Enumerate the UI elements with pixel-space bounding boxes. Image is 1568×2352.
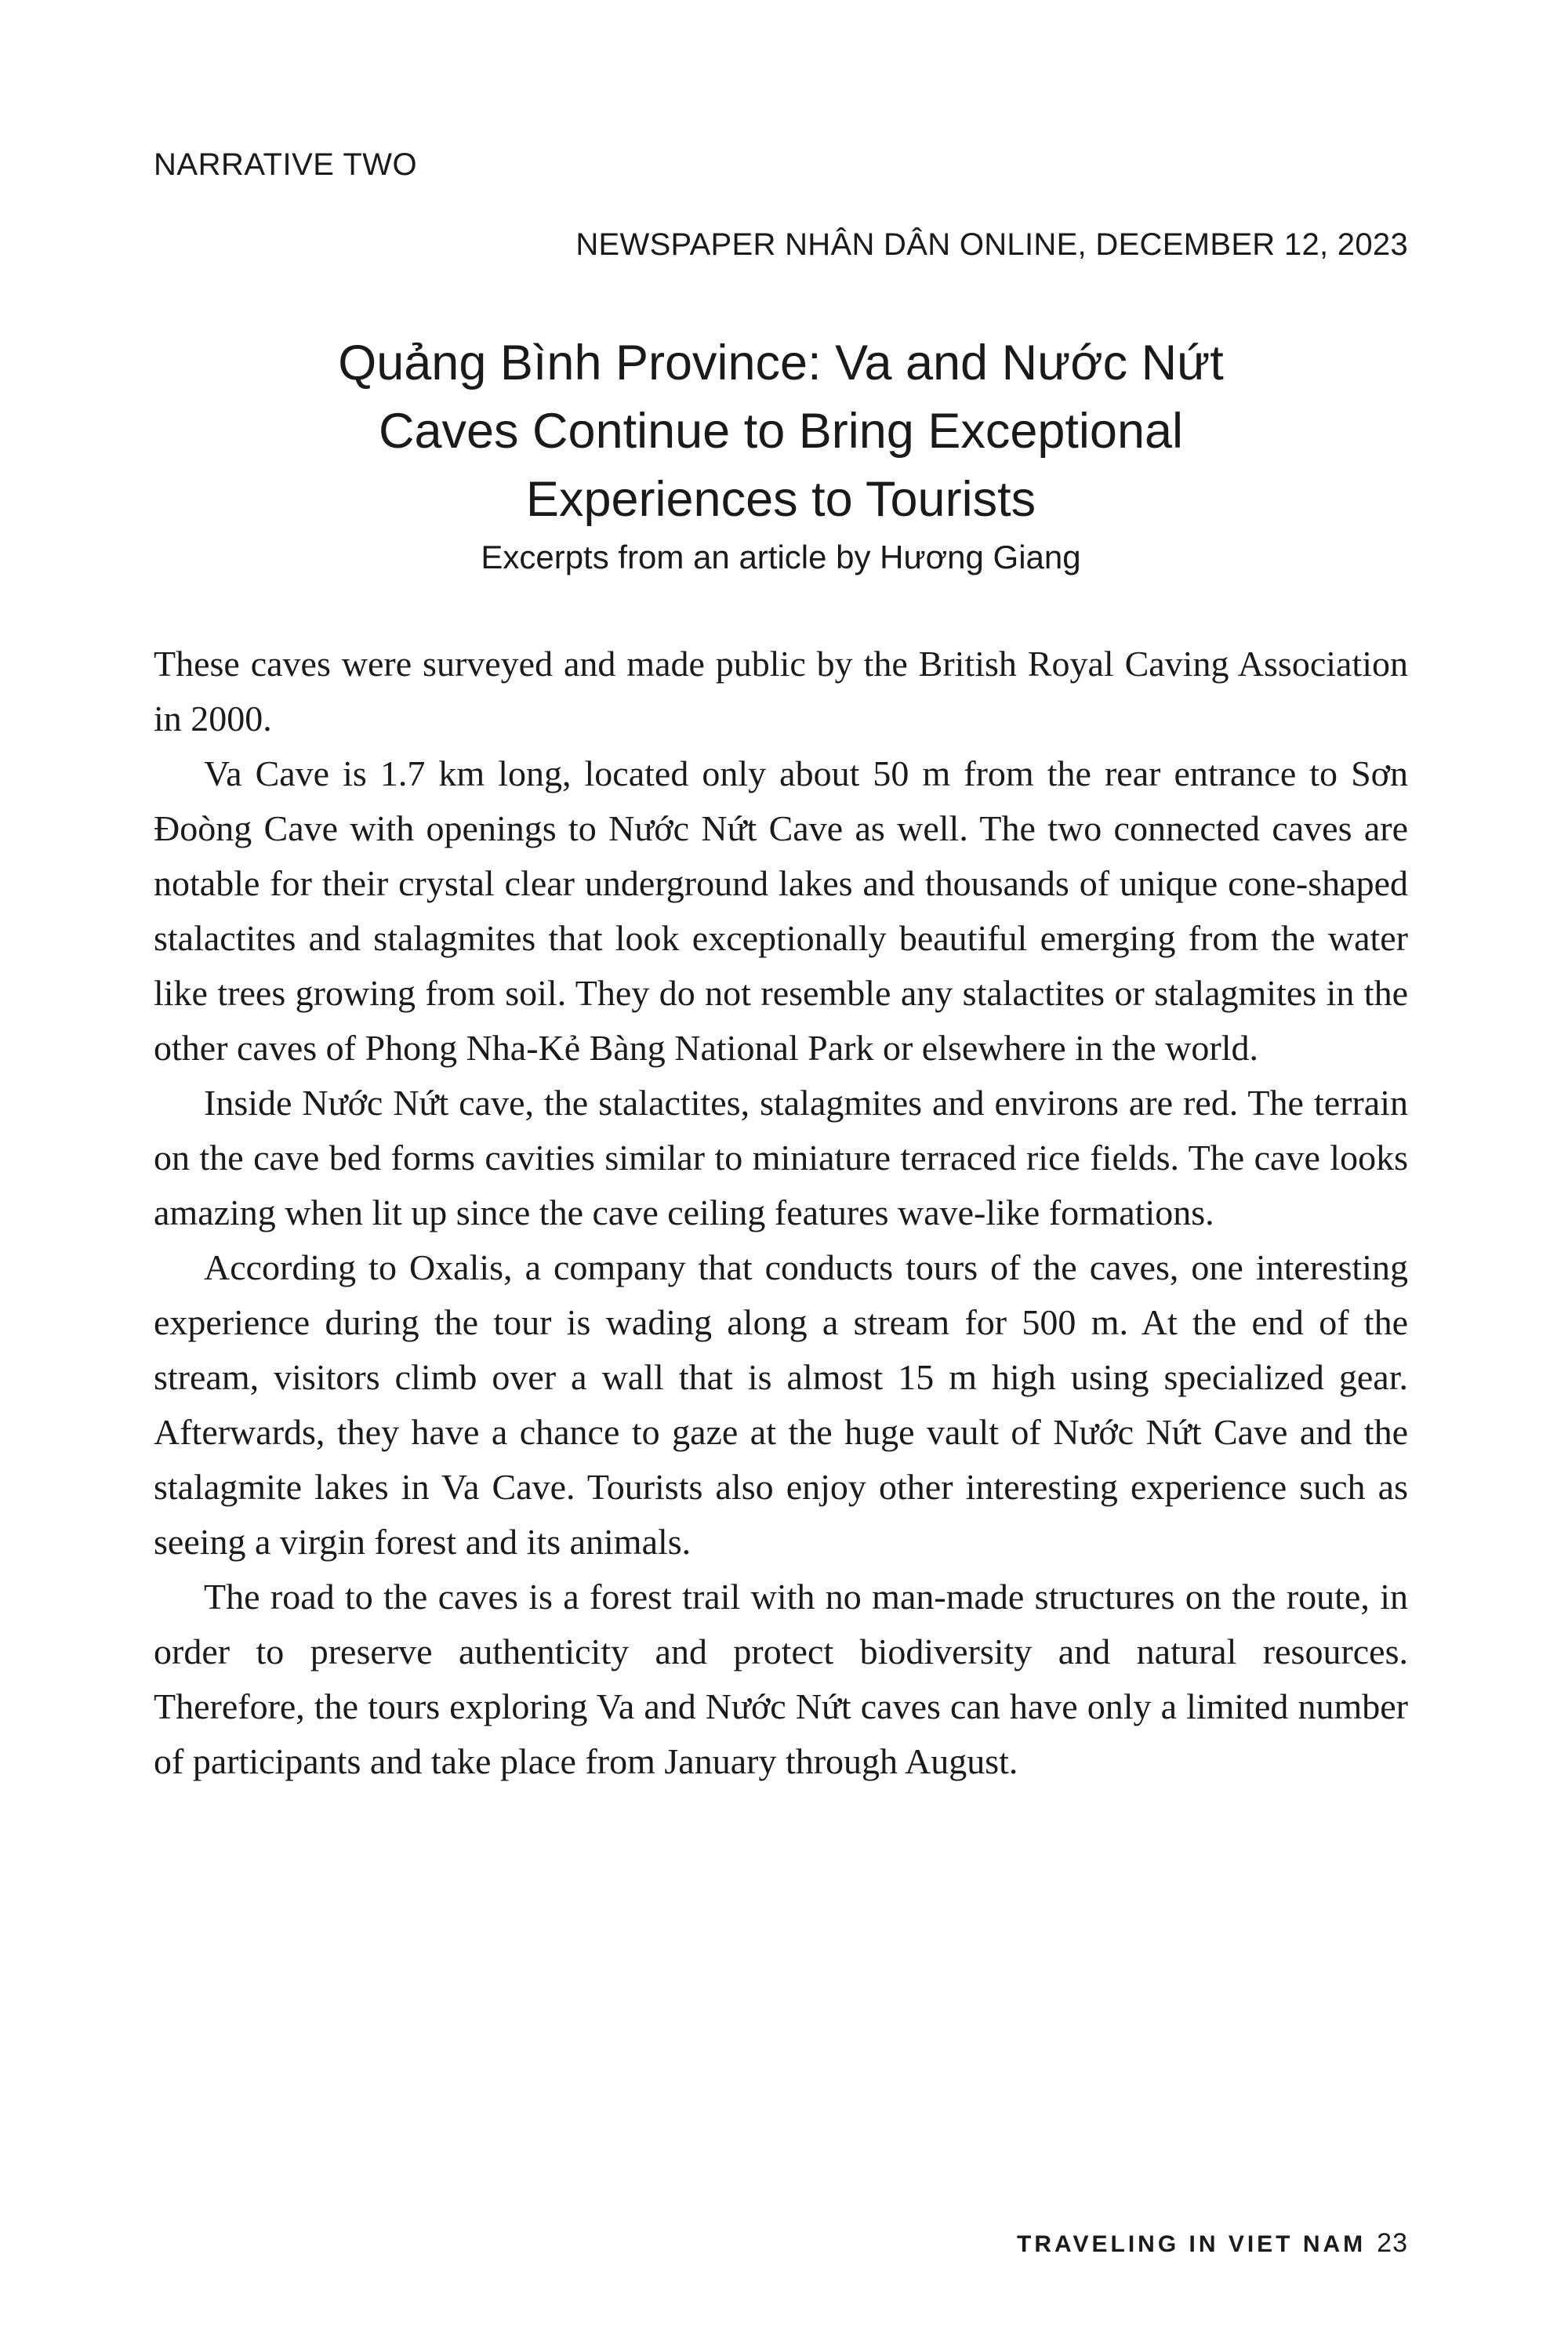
article-paragraph: The road to the caves is a forest trail with no man-made structures on the route, in order to preserve authenticity and protect biodiversity and natural resources. Therefore, the tours exploring Va and Nước Nứt caves can have only a limited number of participants and take place from January through August. bbox=[154, 1577, 1408, 1781]
article-paragraph: Inside Nước Nứt cave, the stalactites, stalagmites and environs are red. The terrain on the cave bed forms cavities similar to miniature terraced rice fields. The cave looks amazing when lit up since the cave ceiling features wave-like formations. bbox=[154, 1083, 1408, 1232]
article-paragraph: According to Oxalis, a company that conducts tours of the caves, one interesting experience during the tour is wading along a stream for 500 m. At the end of the stream, visitors climb over a wall that is almost 15 m high using specialized gear. Afterwards, they have a chance to gaze at the huge vault of Nước Nứt Cave and the stalagmite lakes in Va Cave. Tourists also enjoy other interesting experience such as seeing a virgin forest and its animals. bbox=[154, 1247, 1408, 1562]
headline-block bbox=[154, 329, 1408, 579]
article-body bbox=[154, 637, 1408, 1789]
page-number: 23 bbox=[1377, 2228, 1408, 2258]
article-byline: Excerpts from an article by Hương Giang bbox=[481, 539, 1081, 575]
section-label: NARRATIVE TWO bbox=[154, 147, 418, 182]
page-footer bbox=[1017, 2228, 1408, 2259]
source-line: NEWSPAPER NHÂN DÂN ONLINE, DECEMBER 12, 2023 bbox=[575, 227, 1408, 262]
book-page bbox=[154, 0, 1408, 2352]
running-title: TRAVELING IN VIET NAM bbox=[1017, 2231, 1367, 2257]
article-paragraph: These caves were surveyed and made public by the British Royal Caving Association in 2000. bbox=[154, 644, 1408, 739]
article-paragraph: Va Cave is 1.7 km long, located only about 50 m from the rear entrance to Sơn Đoòng Cave with openings to Nước Nứt Cave as well. The two connected caves are notable for their crystal clear underground lakes and thousands of unique cone-shaped stalactites and stalagmites that look exceptionally beautiful emerging from the water like trees growing from soil. They do not resemble any stalactites or stalagmites in the other caves of Phong Nha-Kẻ Bàng National Park or elsewhere in the world. bbox=[154, 753, 1408, 1068]
article-headline: Quảng Bình Province: Va and Nước Nứt Caves Continue to Bring Exceptional Experiences to Tourists bbox=[338, 336, 1224, 527]
